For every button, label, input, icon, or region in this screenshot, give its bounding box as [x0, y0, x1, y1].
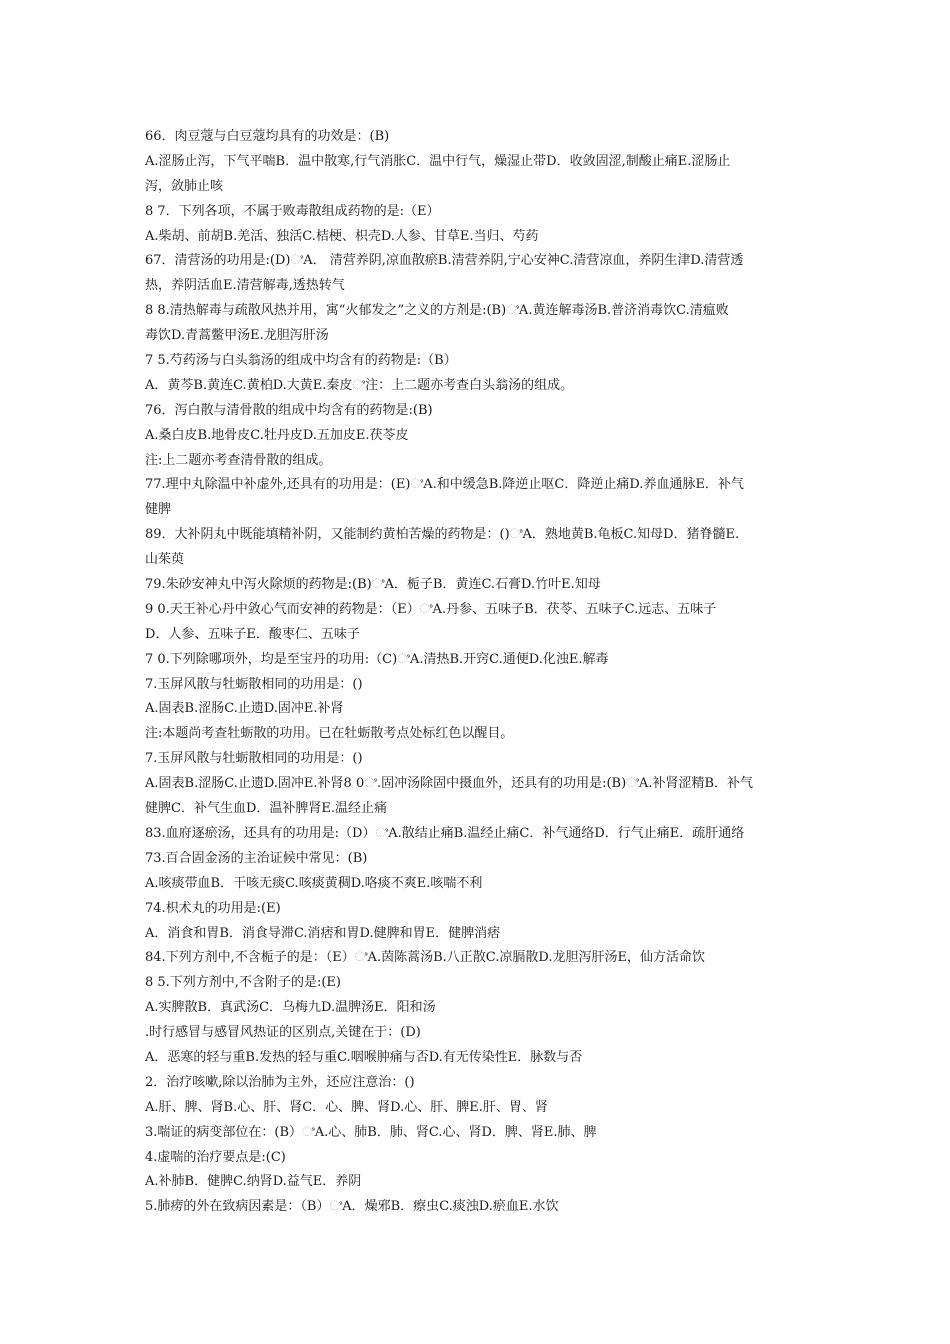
text-line: A．恶寒的轻与重B.发热的轻与重C.咽喉肿痛与否D.有无传染性E．脉数与否 [145, 1049, 583, 1065]
text-line: 79.朱砂安神丸中泻火除烦的药物是:(B)ಿA．栀子B．黄连C.石膏D.竹叶E.知母 [145, 577, 601, 593]
text-line: 73.百合固金汤的主治证候中常见：(B) [145, 850, 368, 866]
text-line: .时行感冒与感冒风热证的区别点,关键在于：(D) [145, 1025, 421, 1041]
text-line: 2．治疗咳嗽,除以治肺为主外，还应注意治：() [145, 1074, 415, 1090]
text-line: A.桑白皮B.地骨皮C.牡丹皮D.五加皮E.茯苓皮 [145, 427, 409, 443]
text-line: 8 8.清热解毒与疏散风热并用，寓“火郁发之”之义的方剂是:(B)ಿA.黄连解毒汤B.普济消毒饮C.清瘟败 [145, 303, 729, 319]
text-line: 89．大补阴丸中既能填精补阴，又能制约黄柏苦燥的药物是：()ಿA．熟地黄B.龟板C.知母D．猪脊髓E. [145, 527, 740, 543]
text-line: 热，养阴活血E.清营解毒,透热转气 [145, 278, 345, 294]
text-line: 7.玉屏风散与牡蛎散相同的功用是：() [145, 751, 363, 767]
text-line: 8 5.下列方剂中,不含附子的是:(E) [145, 975, 341, 991]
text-line: A．消食和胃B．消食导滞C.消痞和胃D.健脾和胃E．健脾消痞 [145, 925, 501, 941]
text-line: 4.虚喘的治疗要点是:(C) [145, 1149, 286, 1165]
text-line: A．黄芩B.黄连C.黄柏D.大黄E.秦皮ಿ注：上二题亦考查白头翁汤的组成。 [145, 377, 574, 393]
text-line: 山茱萸 [145, 552, 185, 568]
text-line: 注:本题尚考查牡蛎散的功用。已在牡蛎散考点处标红色以醒目。 [145, 726, 514, 742]
text-line: 74.枳术丸的功用是:(E) [145, 900, 281, 916]
text-line: A.补肺B．健脾C.纳肾D.益气E．养阴 [145, 1174, 362, 1190]
text-line: 5.肺痨的外在致病因素是：（B）ಿA．燥邪B．瘵虫C.痰浊D.瘀血E.水饮 [145, 1199, 559, 1215]
document-page [145, 125, 813, 1220]
text-line: A.咳痰带血B．干咳无痰C.咳痰黄稠D.咯痰不爽E.咳喘不利 [145, 875, 483, 891]
text-line: 3.喘证的病变部位在：(B）ಿA.心、肺B．肺、肾C.心、肾D．脾、肾E.肺、脾 [145, 1124, 597, 1140]
text-line: 7 5.芍药汤与白头翁汤的组成中均含有的药物是:（B） [145, 353, 457, 369]
text-line: 健脾 [145, 502, 172, 518]
text-line: 7 0.下列除哪项外，均是至宝丹的功用:（C)ಿA.清热B.开窍C.通便D.化浊E.解毒 [145, 651, 609, 667]
text-line: 8 7．下列各项，不属于败毒散组成药物的是:（E） [145, 203, 440, 219]
text-line: 67．清营汤的功用是:(D)ಿA． 清营养阴,凉血散瘀B.清营养阴,宁心安神C.清营凉血，养阴生津D.清营透 [145, 253, 744, 269]
text-line: 7.玉屏风散与牡蛎散相同的功用是：() [145, 676, 363, 692]
text-line: 84.下列方剂中,不含栀子的是：（E）ಿA.茵陈蒿汤B.八正散C.凉膈散D.龙胆泻肝汤E，仙方活命饮 [145, 950, 705, 966]
text-line: 健脾C．补气生血D．温补脾肾E.温经止痛 [145, 801, 387, 817]
text-line: A.肝、脾、肾B.心、肝、肾C．心、脾、肾D.心、肝、脾E.肝、胃、肾 [145, 1099, 548, 1115]
text-line: 泻，敛肺止咳 [145, 178, 224, 194]
text-line: A.实脾散B．真武汤C．乌梅九D.温脾汤E．阳和汤 [145, 1000, 436, 1016]
text-line: 毒饮D.青蒿鳖甲汤E.龙胆泻肝汤 [145, 328, 329, 344]
text-line: 66．肉豆蔻与白豆蔻均具有的功效是：(B) [145, 129, 390, 144]
text-line: A.柴胡、前胡B.羌活、独活C.桔梗、枳壳D.人参、甘草E.当归、芍药 [145, 228, 539, 244]
text-line: A.涩肠止泻，下气平喘B．温中散寒,行气消胀C．温中行气，燥湿止带D．收敛固涩,制酸止痛E.涩肠止 [145, 153, 731, 169]
text-line: 76．泻白散与清骨散的组成中均含有的药物是:(B) [145, 402, 433, 418]
text-line: A.固表B.涩肠C.止遗D.固冲E.补肾 [145, 701, 344, 717]
text-line: 83.血府逐瘀汤，还具有的功用是:（D）ಿA.散结止痛B.温经止痛C．补气通络D．行气止痛E．疏肝通络 [145, 825, 745, 841]
text-line: 注:上二题亦考查清骨散的组成。 [145, 452, 332, 468]
text-line: D．人参、五味子E．酸枣仁、五味子 [145, 626, 360, 642]
text-line: 77.理中丸除温中补虚外,还具有的功用是：(E)ಿA.和中缓急B.降逆止呕C．降逆止痛D.养血通脉E．补气 [145, 477, 744, 493]
text-line: 9 0.天王补心丹中敛心气而安神的药物是：（E）ಿA.丹参、五味子B．茯苓、五味子C.远志、五味子 [145, 601, 717, 617]
text-line: A.固表B.涩肠C.止遗D.固冲E.补肾8 0ಿ.固冲汤除固中摄血外，还具有的功用是:(B)ಿA.补肾涩精B．补气 [145, 776, 753, 792]
